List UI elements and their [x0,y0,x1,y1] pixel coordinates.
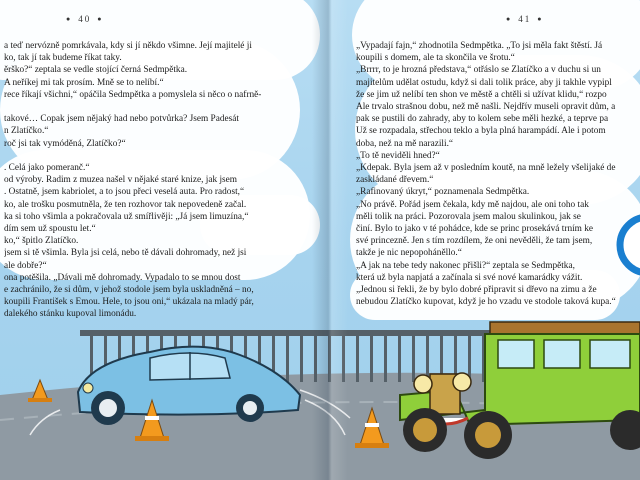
text-line: měli tolik na práci. Pozorovala jsem malou skulinkou, jak se [356,211,581,222]
text-line: ale dobře?“ [4,260,47,271]
page-number-right: ● 41 ● [506,14,544,24]
text-line: od výroby. Radim z muzea našel v nějaké staré knize, jak jsem [4,175,238,186]
text-line: . Ostatně, jsem kabriolet, a to jsou přeci veselá auta. Pro radost,“ [4,187,245,198]
text-line: „A jak na tebe tedy nakonec přišli?“ zeptala se Sedmpětka, [356,260,575,271]
text-line: „No právě. Pořád jsem čekala, kdy mě najdou, ale oni toho tak [356,199,589,210]
text-line: doba, než na mě narazili.“ [356,138,454,149]
text-line: . Celá jako pomeranč.“ [4,163,90,173]
text-line [4,101,306,113]
text-line: roč jsi tak vymóděná, Zlatíčko?“ [4,138,126,149]
text-line: že se jim už nelíbí ten shon ve městě a chtěli si užívat klidu,“ rozpo [356,89,607,100]
text-line: „To tě neviděli hned?“ [356,150,440,161]
text-line: majitelům udělat ostudu, když si dali tolik práce, aby ji takhle vypipl [356,77,612,88]
text-line: takže je nic nepopoháněllo.“ [356,248,462,259]
text-line: takové… Copak jsem nějaký had nebo potvůrka? Jsem Padesát [4,114,239,125]
text-line: „Jednou si řekli, že by bylo dobré připravit si dřevo na zimu a že [356,285,597,296]
text-line: rece říkají všichni,“ opáčila Sedmpětka a pomyslela si něco o nafrně- [4,89,262,100]
text-line: dalekého stánku kupoval limonádu. [4,309,137,320]
page-number-left: ● 40 ● [66,14,104,24]
text-line: pak se pustili do zahrady, aby to kolem sebe měli hezké, a teprve pa [356,114,609,125]
text-line [4,150,306,162]
text-line: koupili František s Emou. Hele, to jsou oni,“ ukázala na mladý pár, [4,297,254,308]
text-line: „Brrrr, to je hrozná představa,“ otřáslo se Zlatíčko a v duchu si un [356,65,601,76]
text-line: nebudou Zlatíčko kupovat, když je ho vzadu ve stodole taková kupa.“ [356,297,616,308]
text-line: koupili s domem, ale ta skončila ve šrotu.“ [356,53,515,64]
left-page-text [4,40,306,321]
right-page-text [356,40,640,308]
text-line: ko, ale trošku posmutněla, že ten rozhovor tak nepovedeně začal. [4,199,247,210]
text-line: Už se rozpadala, střechou teklo a byla plná harampádí. Ale i potom [356,126,606,137]
text-line: „Kdepak. Byla jsem až v posledním koutě, na mně ležely všelijaké de [356,163,616,174]
text-line: ěrško?“ zeptala se vedle stojící černá Sedmpětka. [4,65,188,76]
text-line: zaskládané dřevem.“ [356,175,434,186]
text-line: jsem si tě všimla. Byla jsi celá, nebo tě dávali dohromady, než jsi [4,248,247,259]
text-line: která už byla napjatá a začínala si své nové kamarádky vážit. [356,272,583,283]
text-line: A neříkej mi tak prosím. Mně se to nelíbí.“ [4,77,164,88]
text-line: ko,“ špitlo Zlatíčko. [4,236,79,247]
text-line: „Vypadají fajn,“ zhodnotila Sedmpětka. „To jsi měla fakt štěstí. Já [356,41,603,51]
text-line: Ale trvalo strašnou dobu, než mě našli. Nejdřív museli opravit dům, a [356,102,616,113]
text-line: své princezně. Jen s tím rozdílem, že oni nevěděli, že tam jsem, [356,236,593,247]
book-gutter [312,0,348,480]
text-line: dím sem už spoustu let.“ [4,224,96,235]
text-line: „Rafinovaný úkryt,“ poznamenala Sedmpětka. [356,187,530,198]
text-line: e zachránilo, že si dům, v jehož stodole jsem byla uskladněná – no, [4,285,254,296]
text-line: ka si toho všimla a pokračovala už smířlivěji: „Já jsem limuzína,“ [4,211,249,222]
text-line: ko, tak jí tak budeme říkat taky. [4,53,122,64]
text-line: a teď nervózně pomrkávala, kdy si jí někdo všimne. Její majitelé ji [4,41,252,51]
text-line: činí. Bylo to jako v té pohádce, kde se princ prosekává trním ke [356,224,594,235]
text-line: ona potěšila. „Dávali mě dohromady. Vypadalo to se mnou dost [4,272,241,283]
text-line: n Zlatíčko.“ [4,126,49,137]
